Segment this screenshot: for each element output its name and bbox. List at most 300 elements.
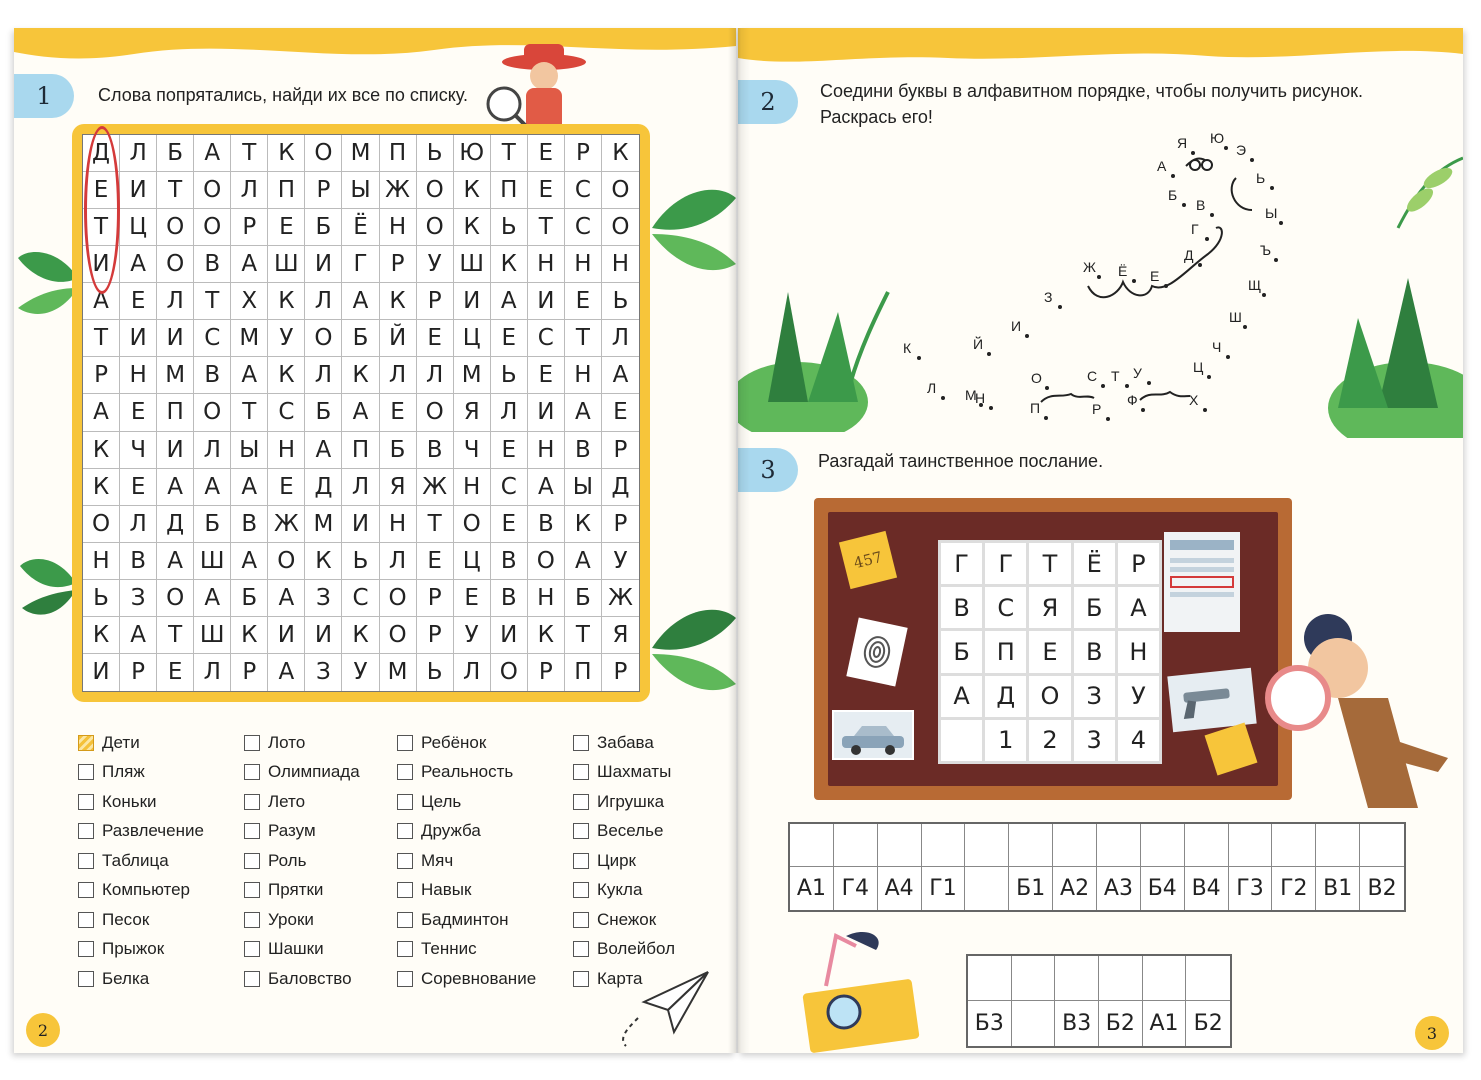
word-search-cell[interactable]: О <box>417 172 454 209</box>
checkbox[interactable] <box>573 853 589 869</box>
answer-input-box[interactable] <box>1143 956 1187 1001</box>
word-search-cell[interactable]: П <box>380 135 417 172</box>
word-search-cell[interactable]: А <box>268 654 305 691</box>
word-list-item[interactable] <box>397 758 536 788</box>
checkbox[interactable] <box>78 882 94 898</box>
word-search-cell[interactable]: О <box>194 172 231 209</box>
word-search-cell[interactable]: К <box>268 357 305 394</box>
word-search-cell[interactable]: Р <box>305 172 342 209</box>
word-search-cell[interactable]: Л <box>194 432 231 469</box>
word-search-cell[interactable]: Р <box>613 659 628 686</box>
word-search-cell[interactable]: Е <box>602 394 639 431</box>
word-search-cell[interactable]: Р <box>231 654 268 691</box>
answer-input-box[interactable] <box>1055 956 1099 1001</box>
checkbox[interactable] <box>78 941 94 957</box>
word-list-item[interactable] <box>244 876 360 906</box>
word-search-cell[interactable]: Л <box>231 172 268 209</box>
word-list-item[interactable] <box>78 846 204 876</box>
word-search-cell[interactable]: Л <box>602 320 639 357</box>
word-search-cell[interactable]: Г <box>342 246 379 283</box>
word-search-cell[interactable]: Т <box>565 617 602 654</box>
word-search-cell[interactable]: М <box>157 357 194 394</box>
word-search-cell[interactable]: Р <box>231 209 268 246</box>
word-search-cell[interactable]: Б <box>342 320 379 357</box>
word-search-cell[interactable]: К <box>342 357 379 394</box>
word-search-cell[interactable]: С <box>565 209 602 246</box>
word-search-cell[interactable]: Т <box>194 283 231 320</box>
word-search-cell[interactable]: Н <box>528 432 565 469</box>
word-search-cell[interactable]: У <box>454 617 491 654</box>
word-search-cell[interactable]: О <box>380 617 417 654</box>
word-search-cell[interactable]: К <box>565 506 602 543</box>
checkbox[interactable] <box>78 971 94 987</box>
word-list-item[interactable] <box>397 964 536 994</box>
checkbox[interactable] <box>573 971 589 987</box>
word-search-cell[interactable]: В <box>120 543 157 580</box>
word-search-cell[interactable]: А <box>194 469 231 506</box>
word-list-item[interactable] <box>244 817 360 847</box>
word-search-cell[interactable]: Ц <box>454 320 491 357</box>
word-search-cell[interactable]: Е <box>120 394 157 431</box>
word-search-cell[interactable]: Ё <box>342 209 379 246</box>
word-search-cell[interactable]: К <box>305 543 342 580</box>
word-search-cell[interactable]: Ь <box>83 580 120 617</box>
word-search-cell[interactable]: И <box>454 283 491 320</box>
word-search-cell[interactable]: А <box>231 246 268 283</box>
answer-input-box[interactable] <box>968 956 1012 1001</box>
word-search-cell[interactable]: Н <box>565 246 602 283</box>
word-search-cell[interactable]: Ж <box>380 172 417 209</box>
word-search-cell[interactable]: М <box>231 320 268 357</box>
word-search-cell[interactable]: У <box>602 543 639 580</box>
word-list-item[interactable] <box>78 787 204 817</box>
word-search-cell[interactable]: А <box>342 394 379 431</box>
word-search-cell[interactable]: Р <box>602 432 639 469</box>
word-search-cell[interactable]: И <box>83 246 120 283</box>
word-search-cell[interactable]: Ь <box>417 135 454 172</box>
checkbox[interactable] <box>397 912 413 928</box>
answer-input-box[interactable] <box>965 824 1009 867</box>
word-search-cell[interactable]: А <box>491 283 528 320</box>
checkbox[interactable] <box>78 823 94 839</box>
word-search-cell[interactable]: Л <box>194 654 231 691</box>
word-list-item[interactable] <box>573 846 675 876</box>
word-search-cell[interactable]: А <box>83 283 120 320</box>
word-search-cell[interactable]: Ю <box>454 135 491 172</box>
word-search-cell[interactable]: А <box>83 394 120 431</box>
word-search-cell[interactable]: Н <box>602 246 639 283</box>
word-list-item[interactable] <box>397 935 536 965</box>
word-list-item[interactable] <box>573 935 675 965</box>
word-list-item[interactable] <box>573 817 675 847</box>
checkbox[interactable] <box>397 794 413 810</box>
word-search-cell[interactable]: О <box>157 246 194 283</box>
word-search-cell[interactable]: Е <box>565 283 602 320</box>
word-search-cell[interactable]: И <box>120 320 157 357</box>
word-search-cell[interactable]: П <box>157 394 194 431</box>
word-list-item[interactable] <box>573 876 675 906</box>
word-search-cell[interactable]: Д <box>305 469 342 506</box>
word-search-cell[interactable]: Б <box>157 135 194 172</box>
word-search-cell[interactable]: А <box>194 580 231 617</box>
word-search-cell[interactable]: Л <box>305 283 342 320</box>
word-search-cell[interactable]: В <box>194 246 231 283</box>
checkbox[interactable] <box>397 971 413 987</box>
checkbox[interactable] <box>397 882 413 898</box>
word-search-cell[interactable]: Е <box>268 209 305 246</box>
word-search-cell[interactable]: И <box>157 432 194 469</box>
word-search-cell[interactable]: А <box>120 617 157 654</box>
checkbox[interactable] <box>397 764 413 780</box>
word-search-cell[interactable]: Р <box>120 654 157 691</box>
checkbox[interactable] <box>573 912 589 928</box>
word-search-cell[interactable]: Н <box>268 432 305 469</box>
checkbox[interactable] <box>573 794 589 810</box>
answer-input-box[interactable] <box>1185 824 1229 867</box>
answer-input-box[interactable] <box>1186 956 1230 1001</box>
word-search-cell[interactable]: К <box>342 617 379 654</box>
word-search-cell[interactable]: Т <box>83 209 120 246</box>
word-search-cell[interactable]: Т <box>157 617 194 654</box>
checkbox[interactable] <box>573 764 589 780</box>
word-list-item[interactable] <box>397 787 536 817</box>
word-search-cell[interactable]: О <box>491 654 528 691</box>
word-search-cell[interactable]: А <box>528 469 565 506</box>
word-search-cell[interactable]: У <box>268 320 305 357</box>
word-search-cell[interactable]: Ы <box>231 432 268 469</box>
answer-input-box[interactable] <box>834 824 878 867</box>
checkbox[interactable] <box>573 823 589 839</box>
checkbox[interactable] <box>78 912 94 928</box>
word-search-cell[interactable]: А <box>565 543 602 580</box>
checkbox[interactable] <box>244 764 260 780</box>
word-search-cell[interactable]: Н <box>380 506 417 543</box>
word-search-cell[interactable]: И <box>528 394 565 431</box>
word-search-cell[interactable]: Ь <box>602 283 639 320</box>
word-search-cell[interactable]: А <box>231 543 268 580</box>
word-search-cell[interactable]: В <box>565 432 602 469</box>
word-search-cell[interactable]: Т <box>417 506 454 543</box>
word-search-cell[interactable]: Ч <box>454 432 491 469</box>
word-list-item[interactable] <box>244 846 360 876</box>
word-search-cell[interactable]: Я <box>380 469 417 506</box>
word-search-cell[interactable]: К <box>528 617 565 654</box>
word-list-item[interactable] <box>78 876 204 906</box>
word-list-item[interactable] <box>78 758 204 788</box>
word-search-cell[interactable]: А <box>565 394 602 431</box>
word-search-cell[interactable]: С <box>268 394 305 431</box>
word-search-cell[interactable]: Е <box>417 543 454 580</box>
word-search-cell[interactable]: Д <box>602 469 639 506</box>
word-search-cell[interactable]: Е <box>120 469 157 506</box>
word-search-cell[interactable]: Ж <box>268 506 305 543</box>
word-search-cell[interactable]: Л <box>454 654 491 691</box>
word-search-cell[interactable]: К <box>268 135 305 172</box>
word-list-item[interactable] <box>78 935 204 965</box>
answer-input-box[interactable] <box>878 824 922 867</box>
word-list-item[interactable] <box>78 817 204 847</box>
word-search-cell[interactable]: В <box>528 506 565 543</box>
answer-input-box[interactable] <box>1099 956 1143 1001</box>
word-search-cell[interactable]: П <box>491 172 528 209</box>
word-search-cell[interactable]: Е <box>120 283 157 320</box>
checkbox[interactable] <box>244 971 260 987</box>
word-search-cell[interactable]: Н <box>120 357 157 394</box>
word-search-cell[interactable]: Л <box>417 357 454 394</box>
checkbox[interactable] <box>78 794 94 810</box>
word-search-cell[interactable]: С <box>491 469 528 506</box>
word-search-cell[interactable]: А <box>268 580 305 617</box>
word-search-cell[interactable]: К <box>83 432 120 469</box>
word-search-cell[interactable]: М <box>305 506 342 543</box>
word-search-cell[interactable]: Н <box>83 543 120 580</box>
word-list-item[interactable] <box>78 964 204 994</box>
word-search-cell[interactable]: Ч <box>120 432 157 469</box>
word-search-cell[interactable]: П <box>565 654 602 691</box>
checkbox-checked[interactable] <box>78 735 94 751</box>
word-search-cell[interactable]: Е <box>157 654 194 691</box>
word-search-cell[interactable]: Е <box>380 394 417 431</box>
word-search-cell[interactable]: Е <box>528 135 565 172</box>
word-search-cell[interactable]: Ж <box>417 469 454 506</box>
answer-input-box[interactable] <box>1229 824 1273 867</box>
word-search-cell[interactable]: И <box>157 320 194 357</box>
word-search-cell[interactable]: В <box>231 506 268 543</box>
checkbox[interactable] <box>244 735 260 751</box>
word-search-cell[interactable]: Р <box>380 246 417 283</box>
word-list-item[interactable] <box>397 905 536 935</box>
word-search-cell[interactable]: Т <box>83 320 120 357</box>
word-search-cell[interactable]: П <box>342 432 379 469</box>
word-search-cell[interactable]: Д <box>83 135 120 172</box>
word-search-cell[interactable]: О <box>305 320 342 357</box>
word-search-cell[interactable]: Ь <box>417 654 454 691</box>
word-search-cell[interactable]: Т <box>231 135 268 172</box>
word-search-cell[interactable]: Е <box>83 172 120 209</box>
word-search-cell[interactable]: И <box>491 617 528 654</box>
checkbox[interactable] <box>244 882 260 898</box>
checkbox[interactable] <box>244 823 260 839</box>
word-search-cell[interactable]: Ц <box>120 209 157 246</box>
word-search-cell[interactable]: С <box>528 320 565 357</box>
word-search-cell[interactable]: Е <box>268 469 305 506</box>
word-search-cell[interactable]: Ш <box>194 543 231 580</box>
word-search-cell[interactable]: А <box>157 469 194 506</box>
word-search-cell[interactable]: О <box>528 543 565 580</box>
word-search-cell[interactable]: Р <box>83 357 120 394</box>
word-list-item[interactable] <box>78 905 204 935</box>
word-search-cell[interactable]: З <box>120 580 157 617</box>
word-search-cell[interactable]: Б <box>194 506 231 543</box>
word-search-cell[interactable]: Я <box>602 617 639 654</box>
checkbox[interactable] <box>397 735 413 751</box>
word-search-cell[interactable]: А <box>305 432 342 469</box>
word-search-cell[interactable]: Ь <box>491 209 528 246</box>
word-search-cell[interactable]: Л <box>380 543 417 580</box>
word-search-cell[interactable]: К <box>83 469 120 506</box>
word-search-cell[interactable]: О <box>454 506 491 543</box>
word-search-cell[interactable]: О <box>602 172 639 209</box>
word-list-item[interactable] <box>244 964 360 994</box>
word-search-cell[interactable]: К <box>491 246 528 283</box>
checkbox[interactable] <box>573 941 589 957</box>
word-search-cell[interactable]: П <box>268 172 305 209</box>
checkbox[interactable] <box>244 794 260 810</box>
word-search-cell[interactable]: Х <box>231 283 268 320</box>
word-search-cell[interactable]: О <box>305 135 342 172</box>
word-search-cell[interactable]: О <box>194 394 231 431</box>
word-search-cell[interactable]: Р <box>565 135 602 172</box>
word-search-cell[interactable]: Н <box>565 357 602 394</box>
word-search-cell[interactable]: К <box>231 617 268 654</box>
word-search-cell[interactable]: К <box>83 617 120 654</box>
word-list-item[interactable] <box>244 935 360 965</box>
answer-input-box[interactable] <box>922 824 966 867</box>
word-search-cell[interactable]: О <box>417 209 454 246</box>
word-list-item[interactable] <box>573 787 675 817</box>
word-search-cell[interactable]: Л <box>342 469 379 506</box>
word-search-cell[interactable]: Е <box>491 320 528 357</box>
word-search-cell[interactable]: Б <box>305 394 342 431</box>
word-search-cell[interactable]: В <box>194 357 231 394</box>
checkbox[interactable] <box>397 853 413 869</box>
word-search-cell[interactable]: О <box>417 394 454 431</box>
checkbox[interactable] <box>573 735 589 751</box>
word-search-cell[interactable]: Л <box>380 357 417 394</box>
word-list-item[interactable] <box>397 876 536 906</box>
checkbox[interactable] <box>78 764 94 780</box>
word-search-cell[interactable]: Е <box>528 172 565 209</box>
word-list-item[interactable] <box>244 787 360 817</box>
word-search-cell[interactable]: К <box>380 283 417 320</box>
word-search-cell[interactable]: Н <box>528 580 565 617</box>
answer-input-box[interactable] <box>1360 824 1404 867</box>
checkbox[interactable] <box>244 853 260 869</box>
word-search-cell[interactable]: Е <box>528 357 565 394</box>
word-search-cell[interactable]: Н <box>454 469 491 506</box>
word-search-cell[interactable]: Л <box>491 394 528 431</box>
word-search-cell[interactable]: Р <box>417 580 454 617</box>
word-search-cell[interactable]: Б <box>231 580 268 617</box>
answer-input-box[interactable] <box>1272 824 1316 867</box>
word-search-cell[interactable]: У <box>342 654 379 691</box>
word-search-cell[interactable]: Т <box>565 320 602 357</box>
word-search-cell[interactable]: И <box>268 617 305 654</box>
word-search-cell[interactable]: Е <box>491 432 528 469</box>
word-search-cell[interactable]: Ш <box>268 246 305 283</box>
answer-input-box[interactable] <box>1141 824 1185 867</box>
word-search-cell[interactable]: О <box>157 580 194 617</box>
checkbox[interactable] <box>397 823 413 839</box>
word-search-cell[interactable]: А <box>342 283 379 320</box>
word-search-cell[interactable]: Л <box>120 135 157 172</box>
word-search-cell[interactable]: Й <box>380 320 417 357</box>
word-search-cell[interactable]: Т <box>157 172 194 209</box>
word-search-cell[interactable]: Б <box>380 432 417 469</box>
word-search-cell[interactable]: С <box>342 580 379 617</box>
word-list-item[interactable] <box>573 728 675 758</box>
word-search-cell[interactable]: Н <box>528 246 565 283</box>
word-search-cell[interactable]: А <box>231 357 268 394</box>
word-search-cell[interactable]: Д <box>157 506 194 543</box>
word-search-cell[interactable]: Р <box>417 617 454 654</box>
answer-input-box[interactable] <box>1097 824 1141 867</box>
answer-input-box[interactable] <box>1316 824 1360 867</box>
word-search-cell[interactable]: Л <box>305 357 342 394</box>
word-search-cell[interactable]: Р <box>528 654 565 691</box>
word-search-cell[interactable]: Ш <box>454 246 491 283</box>
word-search-cell[interactable]: Б <box>305 209 342 246</box>
answer-input-box[interactable] <box>1009 824 1053 867</box>
word-search-cell[interactable]: О <box>268 543 305 580</box>
answer-input-box[interactable] <box>1053 824 1097 867</box>
word-search-cell[interactable]: С <box>194 320 231 357</box>
word-search-cell[interactable]: Л <box>157 283 194 320</box>
word-list-item[interactable] <box>573 758 675 788</box>
word-list-item[interactable] <box>397 817 536 847</box>
word-search-cell[interactable]: К <box>454 172 491 209</box>
word-search-cell[interactable]: А <box>231 469 268 506</box>
word-search-cell[interactable]: В <box>491 543 528 580</box>
answer-input-box[interactable] <box>790 824 834 867</box>
checkbox[interactable] <box>397 941 413 957</box>
word-search-cell[interactable]: Ш <box>194 617 231 654</box>
checkbox[interactable] <box>78 853 94 869</box>
word-search-cell[interactable]: Я <box>454 394 491 431</box>
word-search-cell[interactable]: В <box>491 580 528 617</box>
word-list-item[interactable] <box>397 728 536 758</box>
word-search-cell[interactable]: Е <box>417 320 454 357</box>
word-search-cell[interactable]: У <box>417 246 454 283</box>
word-search-cell[interactable]: Е <box>454 580 491 617</box>
answer-input-box[interactable] <box>1012 956 1056 1001</box>
word-list-item[interactable] <box>244 758 360 788</box>
word-search-cell[interactable]: О <box>380 580 417 617</box>
word-search-cell[interactable]: О <box>157 209 194 246</box>
word-search-cell[interactable]: И <box>83 654 120 691</box>
word-search-cell[interactable]: А <box>194 135 231 172</box>
checkbox[interactable] <box>244 912 260 928</box>
word-search-cell[interactable]: Р <box>417 283 454 320</box>
word-list-item[interactable] <box>573 905 675 935</box>
word-search-cell[interactable]: Л <box>120 506 157 543</box>
word-search-cell[interactable]: А <box>120 246 157 283</box>
word-search-cell[interactable]: Т <box>528 209 565 246</box>
word-search-cell[interactable]: Ь <box>342 543 379 580</box>
word-search-cell[interactable]: Б <box>565 580 602 617</box>
word-search-cell[interactable]: В <box>417 432 454 469</box>
word-search-cell[interactable]: Ь <box>491 357 528 394</box>
word-search-cell[interactable]: О <box>602 209 639 246</box>
word-list-item[interactable] <box>244 728 360 758</box>
word-search-cell[interactable]: С <box>565 172 602 209</box>
word-search-cell[interactable]: И <box>528 283 565 320</box>
word-search-cell[interactable]: М <box>454 357 491 394</box>
word-search-cell[interactable]: М <box>380 654 417 691</box>
word-search-cell[interactable]: К <box>602 135 639 172</box>
word-search-cell[interactable]: О <box>83 506 120 543</box>
word-search-cell[interactable]: Е <box>491 506 528 543</box>
word-search-cell[interactable]: И <box>342 506 379 543</box>
word-search-cell[interactable]: А <box>157 543 194 580</box>
word-search-cell[interactable]: З <box>305 580 342 617</box>
word-list-item[interactable] <box>244 905 360 935</box>
word-search-cell[interactable]: О <box>194 209 231 246</box>
word-search-cell[interactable]: Р <box>602 506 639 543</box>
word-search-cell[interactable]: И <box>120 172 157 209</box>
checkbox[interactable] <box>573 882 589 898</box>
word-search-cell[interactable]: Ж <box>602 580 639 617</box>
